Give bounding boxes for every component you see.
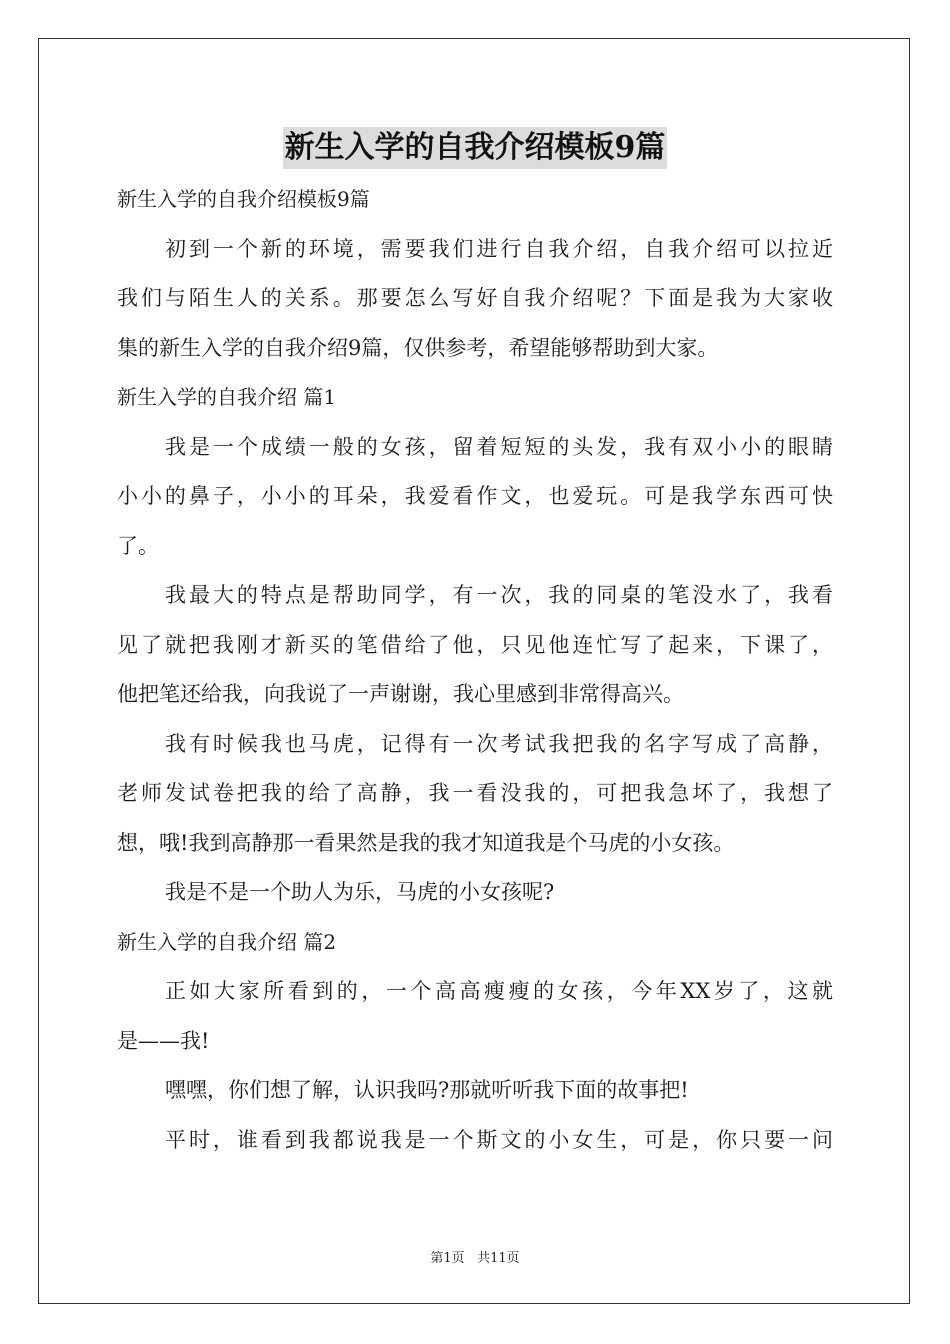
section-heading: 新生入学的自我介绍模板9篇	[117, 187, 370, 211]
paragraph-line: 正如大家所看到的，一个高高瘦瘦的女孩，今年XX岁了，这就	[165, 979, 833, 1003]
paragraph-line: 见了就把我刚才新买的笔借给了他，只见他连忙写了起来，下课了，	[117, 632, 833, 657]
paragraph-line: 平时，谁看到我都说我是一个斯文的小女生，可是，你只要一问	[165, 1127, 833, 1152]
paragraph-line: 他把笔还给我，向我说了一声谢谢，我心里感到非常得高兴。	[117, 682, 684, 706]
section-heading: 新生入学的自我介绍 篇1	[117, 385, 337, 409]
paragraph-line: 集的新生入学的自我介绍9篇，仅供参考，希望能够帮助到大家。	[117, 335, 719, 360]
paragraph-line: 了。	[117, 533, 159, 558]
paragraph-line: 我是不是一个助人为乐，马虎的小女孩呢?	[165, 880, 555, 904]
paragraph-line: 我是一个成绩一般的女孩，留着短短的头发，我有双小小的眼睛	[165, 434, 833, 459]
paragraph-line: 初到一个新的环境，需要我们进行自我介绍，自我介绍可以拉近	[165, 236, 833, 261]
paragraph-line: 小小的鼻子，小小的耳朵，我爱看作文，也爱玩。可是我学东西可快	[117, 484, 833, 508]
document-title: 新生入学的自我介绍模板9篇	[283, 127, 668, 169]
paragraph-line: 嘿嘿，你们想了解，认识我吗?那就听听我下面的故事把!	[165, 1078, 689, 1102]
paragraph-line: 我最大的特点是帮助同学，有一次，我的同桌的笔没水了，我看	[165, 583, 833, 607]
page-total: 共11页	[477, 1251, 520, 1266]
paragraph-line: 想，哦!我到高静那一看果然是我的我才知道我是个马虎的小女孩。	[117, 830, 735, 855]
title-area	[0, 127, 950, 169]
paragraph-line: 我们与陌生人的关系。那要怎么写好自我介绍呢？下面是我为大家收	[117, 286, 833, 310]
page-number: 第1页	[430, 1251, 465, 1266]
paragraph-line: 我有时候我也马虎，记得有一次考试我把我的名字写成了高静，	[165, 731, 833, 756]
section-heading: 新生入学的自我介绍 篇2	[117, 929, 337, 954]
document-body	[117, 175, 833, 1165]
paragraph-line: 老师发试卷把我的给了高静，我一看没我的，可把我急坏了，我想了	[117, 781, 833, 805]
paragraph-line: 是——我!	[117, 1028, 210, 1053]
page-footer	[0, 1247, 950, 1266]
